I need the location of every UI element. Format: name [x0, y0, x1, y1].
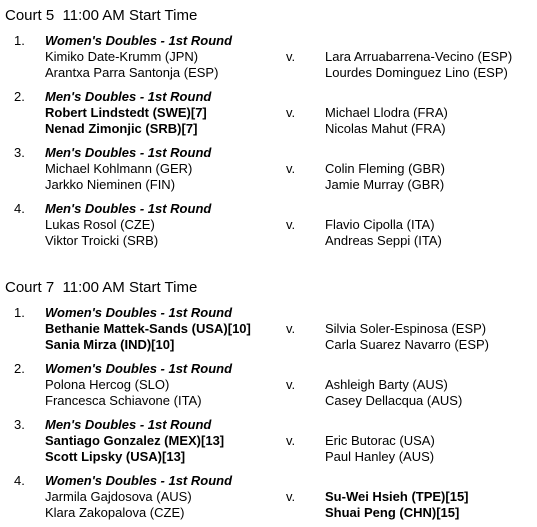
match-round: Women's Doubles - 1st Round — [45, 361, 233, 376]
player-name: Paul Hanley (AUS) — [325, 449, 435, 464]
player-name: Casey Dellacqua (AUS) — [325, 393, 463, 408]
match-row — [0, 305, 537, 359]
match-round: Women's Doubles - 1st Round — [45, 473, 233, 488]
player-name: Michael Llodra (FRA) — [325, 105, 448, 120]
court-heading: Court 5 11:00 AM Start Time — [5, 7, 198, 24]
match-row — [0, 89, 537, 143]
player-name: Carla Suarez Navarro (ESP) — [325, 337, 489, 352]
versus-label: v. — [286, 321, 296, 336]
match-row — [0, 417, 537, 471]
player-name: Francesca Schiavone (ITA) — [45, 393, 202, 408]
player-name: Lara Arruabarrena-Vecino (ESP) — [325, 49, 513, 64]
player-name: Flavio Cipolla (ITA) — [325, 217, 435, 232]
player-name: Bethanie Mattek-Sands (USA)[10] — [45, 321, 251, 336]
match-row — [0, 473, 537, 527]
player-name: Michael Kohlmann (GER) — [45, 161, 193, 176]
match-round: Women's Doubles - 1st Round — [45, 33, 233, 48]
player-name: Silvia Soler-Espinosa (ESP) — [325, 321, 487, 336]
match-round: Women's Doubles - 1st Round — [45, 305, 233, 320]
player-name: Scott Lipsky (USA)[13] — [45, 449, 186, 464]
court-heading: Court 7 11:00 AM Start Time — [5, 279, 198, 296]
match-row — [0, 361, 537, 415]
match-number: 3. — [14, 417, 25, 432]
player-name: Eric Butorac (USA) — [325, 433, 435, 448]
player-name: Nicolas Mahut (FRA) — [325, 121, 446, 136]
player-name: Viktor Troicki (SRB) — [45, 233, 159, 248]
player-name: Andreas Seppi (ITA) — [325, 233, 442, 248]
match-number: 2. — [14, 361, 25, 376]
player-name: Robert Lindstedt (SWE)[7] — [45, 105, 207, 120]
versus-label: v. — [286, 105, 296, 120]
match-row — [0, 33, 537, 87]
match-number: 3. — [14, 145, 25, 160]
match-round: Men's Doubles - 1st Round — [45, 89, 212, 104]
match-row — [0, 201, 537, 255]
player-name: Jarkko Nieminen (FIN) — [45, 177, 176, 192]
match-number: 1. — [14, 33, 25, 48]
player-name: Lukas Rosol (CZE) — [45, 217, 155, 232]
player-name: Jamie Murray (GBR) — [325, 177, 445, 192]
versus-label: v. — [286, 377, 296, 392]
player-name: Nenad Zimonjic (SRB)[7] — [45, 121, 198, 136]
player-name: Shuai Peng (CHN)[15] — [325, 505, 460, 520]
player-name: Santiago Gonzalez (MEX)[13] — [45, 433, 225, 448]
player-name: Arantxa Parra Santonja (ESP) — [45, 65, 219, 80]
versus-label: v. — [286, 217, 296, 232]
player-name: Sania Mirza (IND)[10] — [45, 337, 175, 352]
player-name: Ashleigh Barty (AUS) — [325, 377, 448, 392]
player-name: Su-Wei Hsieh (TPE)[15] — [325, 489, 469, 504]
player-name: Klara Zakopalova (CZE) — [45, 505, 185, 520]
match-round: Men's Doubles - 1st Round — [45, 201, 212, 216]
match-row — [0, 145, 537, 199]
match-number: 2. — [14, 89, 25, 104]
match-round: Men's Doubles - 1st Round — [45, 145, 212, 160]
player-name: Jarmila Gajdosova (AUS) — [45, 489, 192, 504]
match-number: 4. — [14, 201, 25, 216]
match-number: 1. — [14, 305, 25, 320]
versus-label: v. — [286, 161, 296, 176]
versus-label: v. — [286, 49, 296, 64]
match-number: 4. — [14, 473, 25, 488]
player-name: Kimiko Date-Krumm (JPN) — [45, 49, 199, 64]
player-name: Colin Fleming (GBR) — [325, 161, 445, 176]
versus-label: v. — [286, 489, 296, 504]
player-name: Lourdes Dominguez Lino (ESP) — [325, 65, 508, 80]
match-round: Men's Doubles - 1st Round — [45, 417, 212, 432]
versus-label: v. — [286, 433, 296, 448]
player-name: Polona Hercog (SLO) — [45, 377, 170, 392]
